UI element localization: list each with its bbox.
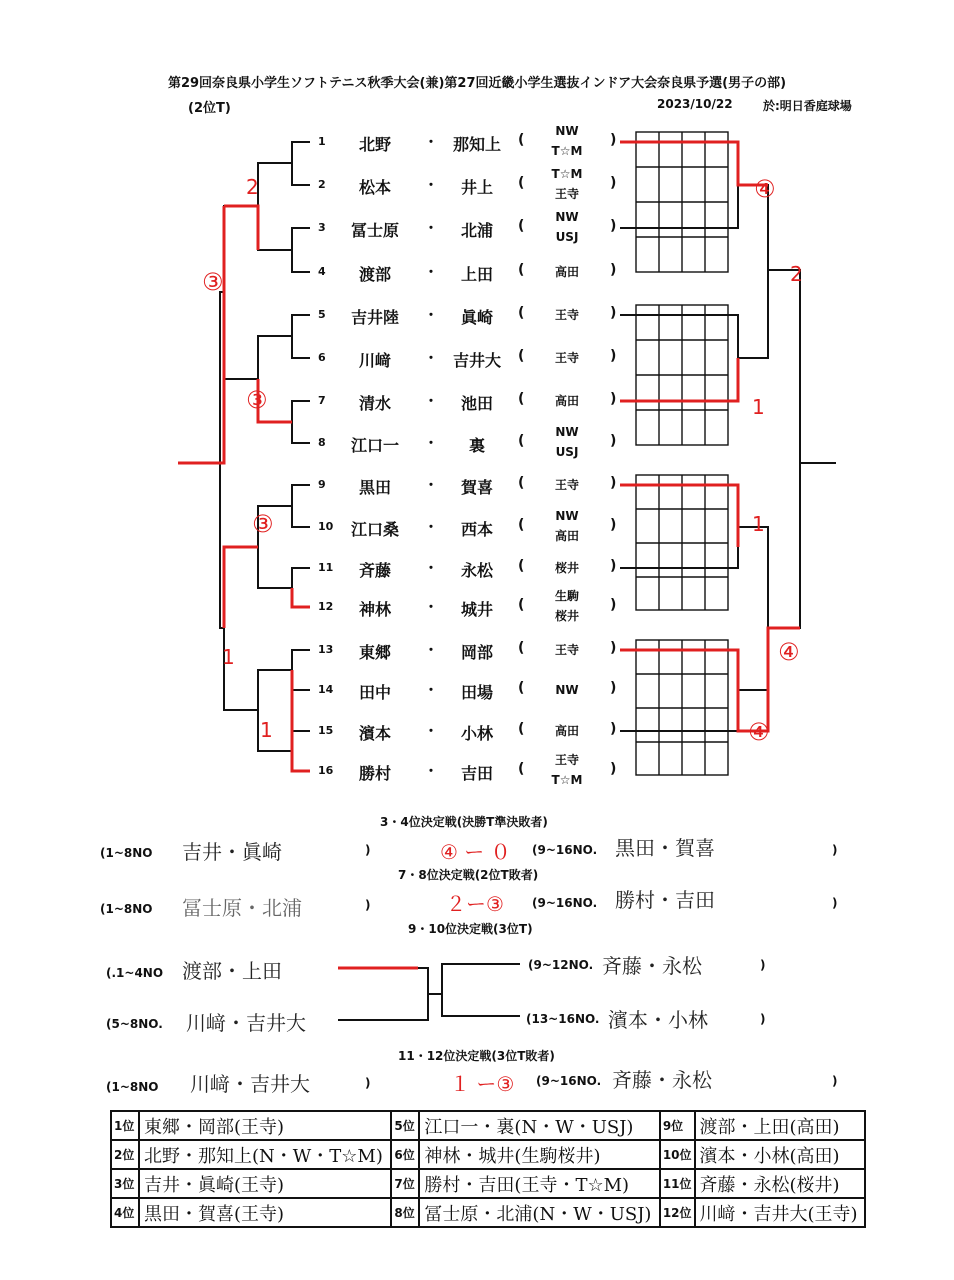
entry-club-close: ) (610, 132, 617, 148)
playoff-11-12-left-tag: (1~8NO (106, 1080, 159, 1094)
entry-player-1: 神林 (358, 600, 391, 619)
entry-club-close: ) (610, 262, 617, 278)
entry-club-open: ( (518, 348, 525, 364)
entry-player-2: 田場 (460, 683, 493, 702)
entry-club-close: ) (610, 640, 617, 656)
entry-club-close: ) (610, 761, 617, 777)
rank-entry: 勝村・吉田(王寺・T☆M) (419, 1169, 659, 1198)
entry-club-open: ( (518, 305, 525, 321)
playoff-7-8-right-name: 勝村・吉田 (615, 888, 715, 912)
final-results-table (110, 1110, 866, 1228)
entry-separator: ・ (424, 265, 438, 281)
playoff-3-4-left-name: 吉井・眞崎 (182, 840, 282, 864)
playoff-7-8-left-name: 冨士原・北浦 (182, 896, 302, 920)
entry-separator: ・ (424, 308, 438, 324)
entry-player-1: 黒田 (358, 478, 391, 497)
rank-entry: 斉藤・永松(桜井) (695, 1169, 865, 1198)
entry-player-2: 那知上 (452, 135, 501, 154)
entry-club-open: ( (518, 517, 525, 533)
score-left-semi-a: ③ (202, 268, 224, 296)
rank-label: 5位 (391, 1111, 419, 1140)
rank-label: 7位 (391, 1169, 419, 1198)
entry-separator: ・ (424, 520, 438, 536)
entry-separator: ・ (424, 351, 438, 367)
entry-number: 4 (318, 265, 326, 278)
entry-separator: ・ (424, 683, 438, 699)
score-right-r2c: 1 (752, 512, 765, 536)
entry-player-1: 江口桑 (350, 520, 399, 539)
entry-club-close: ) (610, 433, 617, 449)
rank-entry: 北野・那知上(N・W・T☆M) (139, 1140, 391, 1169)
rank-entry: 黒田・賀喜(王寺) (139, 1198, 391, 1227)
rank-label: 1位 (111, 1111, 139, 1140)
entry-club-line: NW (555, 210, 579, 224)
entry-player-2: 吉田 (460, 764, 493, 783)
entry-club-close: ) (610, 517, 617, 533)
entry-club-line: 王寺 (554, 308, 579, 322)
score-right-r2b: 1 (752, 395, 765, 419)
entry-number: 12 (318, 600, 334, 613)
entry-club-line: T☆M (551, 773, 583, 787)
entry-player-1: 北野 (358, 135, 391, 154)
entry-player-2: 上田 (460, 265, 493, 284)
entry-separator: ・ (424, 764, 438, 780)
entry-club-close: ) (610, 175, 617, 191)
entry-player-2: 吉井大 (452, 351, 501, 370)
entry-number: 3 (318, 221, 326, 234)
entry-number: 7 (318, 394, 326, 407)
rank-entry: 渡部・上田(高田) (695, 1111, 865, 1140)
entry-number: 1 (318, 135, 326, 148)
playoff-7-8-label: 7・8位決定戦(2位T敗者) (398, 868, 539, 882)
entry-club-close: ) (610, 391, 617, 407)
rank-label: 2位 (111, 1140, 139, 1169)
score-left-r2b: ③ (246, 386, 268, 414)
playoff-9-10-c-name: 斉藤・永松 (602, 954, 702, 978)
playoff-3-4-label: 3・4位決定戦(決勝T準決敗者) (380, 815, 548, 829)
entry-player-1: 清水 (358, 394, 391, 413)
entry-player-1: 東郷 (358, 643, 391, 662)
rank-label: 10位 (660, 1140, 695, 1169)
entry-club-open: ( (518, 218, 525, 234)
playoff-9-10-d-tag: (13~16NO. (526, 1012, 600, 1026)
rank-label: 8位 (391, 1198, 419, 1227)
entry-separator: ・ (424, 436, 438, 452)
results-row (111, 1140, 865, 1169)
entry-club-line: NW (555, 509, 579, 523)
entry-separator: ・ (424, 394, 438, 410)
score-left-r2a: 2 (246, 175, 259, 199)
entry-number: 15 (318, 724, 334, 737)
rank-entry: 濱本・小林(高田) (695, 1140, 865, 1169)
entry-separator: ・ (424, 221, 438, 237)
entry-club-open: ( (518, 558, 525, 574)
entry-separator: ・ (424, 724, 438, 740)
rank-entry: 神林・城井(生駒桜井) (419, 1140, 659, 1169)
playoff-3-4-left-tag: (1~8NO (100, 846, 153, 860)
entry-player-1: 斉藤 (358, 561, 391, 580)
entry-club-line: 桜井 (554, 609, 579, 623)
entry-separator: ・ (424, 561, 438, 577)
results-row (111, 1198, 865, 1227)
entry-club-line: 生駒 (554, 589, 579, 603)
entry-player-1: 川﨑 (358, 351, 391, 370)
score-right-r2a: ④ (754, 175, 776, 203)
score-left-r2c: ③ (252, 510, 274, 538)
playoff-11-12-left-close: ) (365, 1076, 371, 1090)
playoff-3-4-score: ④ ー ０ (440, 840, 511, 864)
entry-player-2: 裏 (468, 436, 485, 455)
entry-player-2: 池田 (460, 394, 493, 413)
entry-number: 14 (318, 683, 334, 696)
score-right-r2d: ④ (748, 718, 770, 746)
entry-club-line: NW (555, 425, 579, 439)
entry-club-line: 王寺 (554, 351, 579, 365)
entry-separator: ・ (424, 478, 438, 494)
playoff-9-10-b-tag: (5~8NO. (106, 1017, 163, 1031)
bracket-subtitle: (2位T) (188, 101, 231, 116)
entry-player-2: 城井 (460, 600, 493, 619)
playoff-9-10-a-name: 渡部・上田 (182, 959, 282, 983)
entry-separator: ・ (424, 178, 438, 194)
entry-club-open: ( (518, 597, 525, 613)
entry-club-line: NW (555, 124, 579, 138)
entry-club-close: ) (610, 597, 617, 613)
entry-club-line: USJ (555, 445, 579, 459)
score-left-semi-b: 1 (222, 645, 235, 669)
entry-club-line: T☆M (551, 167, 583, 181)
entry-club-open: ( (518, 475, 525, 491)
entry-club-line: 高田 (554, 724, 579, 738)
entry-club-open: ( (518, 175, 525, 191)
entry-player-2: 西本 (460, 520, 493, 539)
playoff-7-8-left-close: ) (365, 898, 371, 912)
entry-club-line: 王寺 (554, 643, 579, 657)
entry-club-close: ) (610, 218, 617, 234)
entry-player-2: 小林 (460, 724, 493, 743)
playoff-11-12-right-tag: (9~16NO. (536, 1074, 602, 1088)
entry-club-open: ( (518, 391, 525, 407)
entry-player-2: 永松 (460, 561, 493, 580)
entry-club-open: ( (518, 761, 525, 777)
playoff-9-10-c-close: ) (760, 958, 766, 972)
entry-number: 11 (318, 561, 334, 574)
playoff-9-10-d-name: 濱本・小林 (608, 1008, 708, 1032)
entry-club-line: NW (555, 683, 579, 697)
entry-player-1: 江口一 (350, 436, 399, 455)
playoff-3-4-right-name: 黒田・賀喜 (615, 836, 715, 860)
entry-separator: ・ (424, 135, 438, 151)
playoff-11-12-left-name: 川﨑・吉井大 (190, 1072, 310, 1096)
rank-label: 4位 (111, 1198, 139, 1227)
playoff-11-12-score: １ ー③ (450, 1072, 515, 1096)
score-right-semi-a: 2 (790, 262, 803, 286)
entry-club-line: USJ (555, 230, 579, 244)
entry-separator: ・ (424, 600, 438, 616)
entry-club-line: 高田 (554, 529, 579, 543)
rank-entry: 江口一・裏(N・W・USJ) (419, 1111, 659, 1140)
playoff-9-10-b-name: 川﨑・吉井大 (186, 1011, 306, 1035)
playoff-7-8-right-tag: (9~16NO. (532, 896, 598, 910)
entry-player-2: 賀喜 (460, 478, 493, 497)
event-date: 2023/10/22 (657, 97, 733, 111)
entry-club-line: 高田 (554, 265, 579, 279)
entry-club-open: ( (518, 132, 525, 148)
entry-player-1: 田中 (358, 683, 391, 702)
entry-club-close: ) (610, 680, 617, 696)
entry-player-1: 濱本 (358, 724, 391, 743)
playoff-3-4-left-close: ) (365, 843, 371, 857)
entry-club-close: ) (610, 721, 617, 737)
playoff-7-8-right-close: ) (832, 896, 838, 910)
score-left-r2d: 1 (260, 718, 273, 742)
entry-number: 8 (318, 436, 326, 449)
rank-label: 12位 (660, 1198, 695, 1227)
playoff-7-8-score: ２ー③ (446, 892, 504, 916)
entry-club-open: ( (518, 433, 525, 449)
rank-entry: 冨士原・北浦(N・W・USJ) (419, 1198, 659, 1227)
entry-number: 6 (318, 351, 326, 364)
rank-label: 9位 (660, 1111, 695, 1140)
entry-player-1: 冨士原 (350, 221, 399, 240)
event-venue: 於:明日香庭球場 (763, 99, 852, 113)
entry-player-2: 眞崎 (460, 308, 493, 327)
playoff-9-10-label: 9・10位決定戦(3位T) (408, 922, 533, 936)
playoff-11-12-right-close: ) (832, 1074, 838, 1088)
entry-player-2: 北浦 (460, 221, 493, 240)
entry-club-open: ( (518, 262, 525, 278)
entry-number: 9 (318, 478, 326, 491)
entry-player-2: 井上 (460, 178, 493, 197)
entry-club-line: 高田 (554, 394, 579, 408)
entry-club-line: 王寺 (554, 753, 579, 767)
entry-number: 5 (318, 308, 326, 321)
rank-label: 6位 (391, 1140, 419, 1169)
entry-club-close: ) (610, 475, 617, 491)
entry-number: 10 (318, 520, 334, 533)
entry-player-1: 吉井陸 (350, 308, 399, 327)
entry-number: 16 (318, 764, 334, 777)
entry-club-open: ( (518, 721, 525, 737)
rank-entry: 吉井・眞崎(王寺) (139, 1169, 391, 1198)
entry-club-close: ) (610, 348, 617, 364)
rank-label: 11位 (660, 1169, 695, 1198)
entry-number: 13 (318, 643, 334, 656)
entry-club-line: 桜井 (554, 561, 579, 575)
entry-club-open: ( (518, 640, 525, 656)
entry-club-line: T☆M (551, 144, 583, 158)
entry-separator: ・ (424, 643, 438, 659)
entry-player-2: 岡部 (460, 643, 493, 662)
playoff-9-10-c-tag: (9~12NO. (528, 958, 594, 972)
results-row (111, 1111, 865, 1140)
entry-club-close: ) (610, 558, 617, 574)
rank-label: 3位 (111, 1169, 139, 1198)
playoff-9-10-a-tag: (.1~4NO (106, 966, 164, 980)
results-row (111, 1169, 865, 1198)
rank-entry: 東郷・岡部(王寺) (139, 1111, 391, 1140)
document-title: 第29回奈良県小学生ソフトテニス秋季大会(兼)第27回近畿小学生選抜インドア大会奈良県予選(男子の部) (167, 76, 787, 91)
entry-club-open: ( (518, 680, 525, 696)
playoff-7-8-left-tag: (1~8NO (100, 902, 153, 916)
playoff-11-12-label: 11・12位決定戦(3位T敗者) (398, 1049, 555, 1063)
entry-number: 2 (318, 178, 326, 191)
entry-player-1: 渡部 (358, 265, 391, 284)
playoff-3-4-right-close: ) (832, 843, 838, 857)
entry-club-line: 王寺 (554, 478, 579, 492)
score-right-semi-b: ④ (778, 638, 800, 666)
playoff-9-10-d-close: ) (760, 1012, 766, 1026)
playoff-11-12-right-name: 斉藤・永松 (612, 1068, 712, 1092)
entry-player-1: 松本 (358, 178, 391, 197)
entry-club-line: 王寺 (554, 187, 579, 201)
playoff-3-4-right-tag: (9~16NO. (532, 843, 598, 857)
entry-player-1: 勝村 (358, 764, 391, 783)
rank-entry: 川﨑・吉井大(王寺) (695, 1198, 865, 1227)
entry-club-close: ) (610, 305, 617, 321)
